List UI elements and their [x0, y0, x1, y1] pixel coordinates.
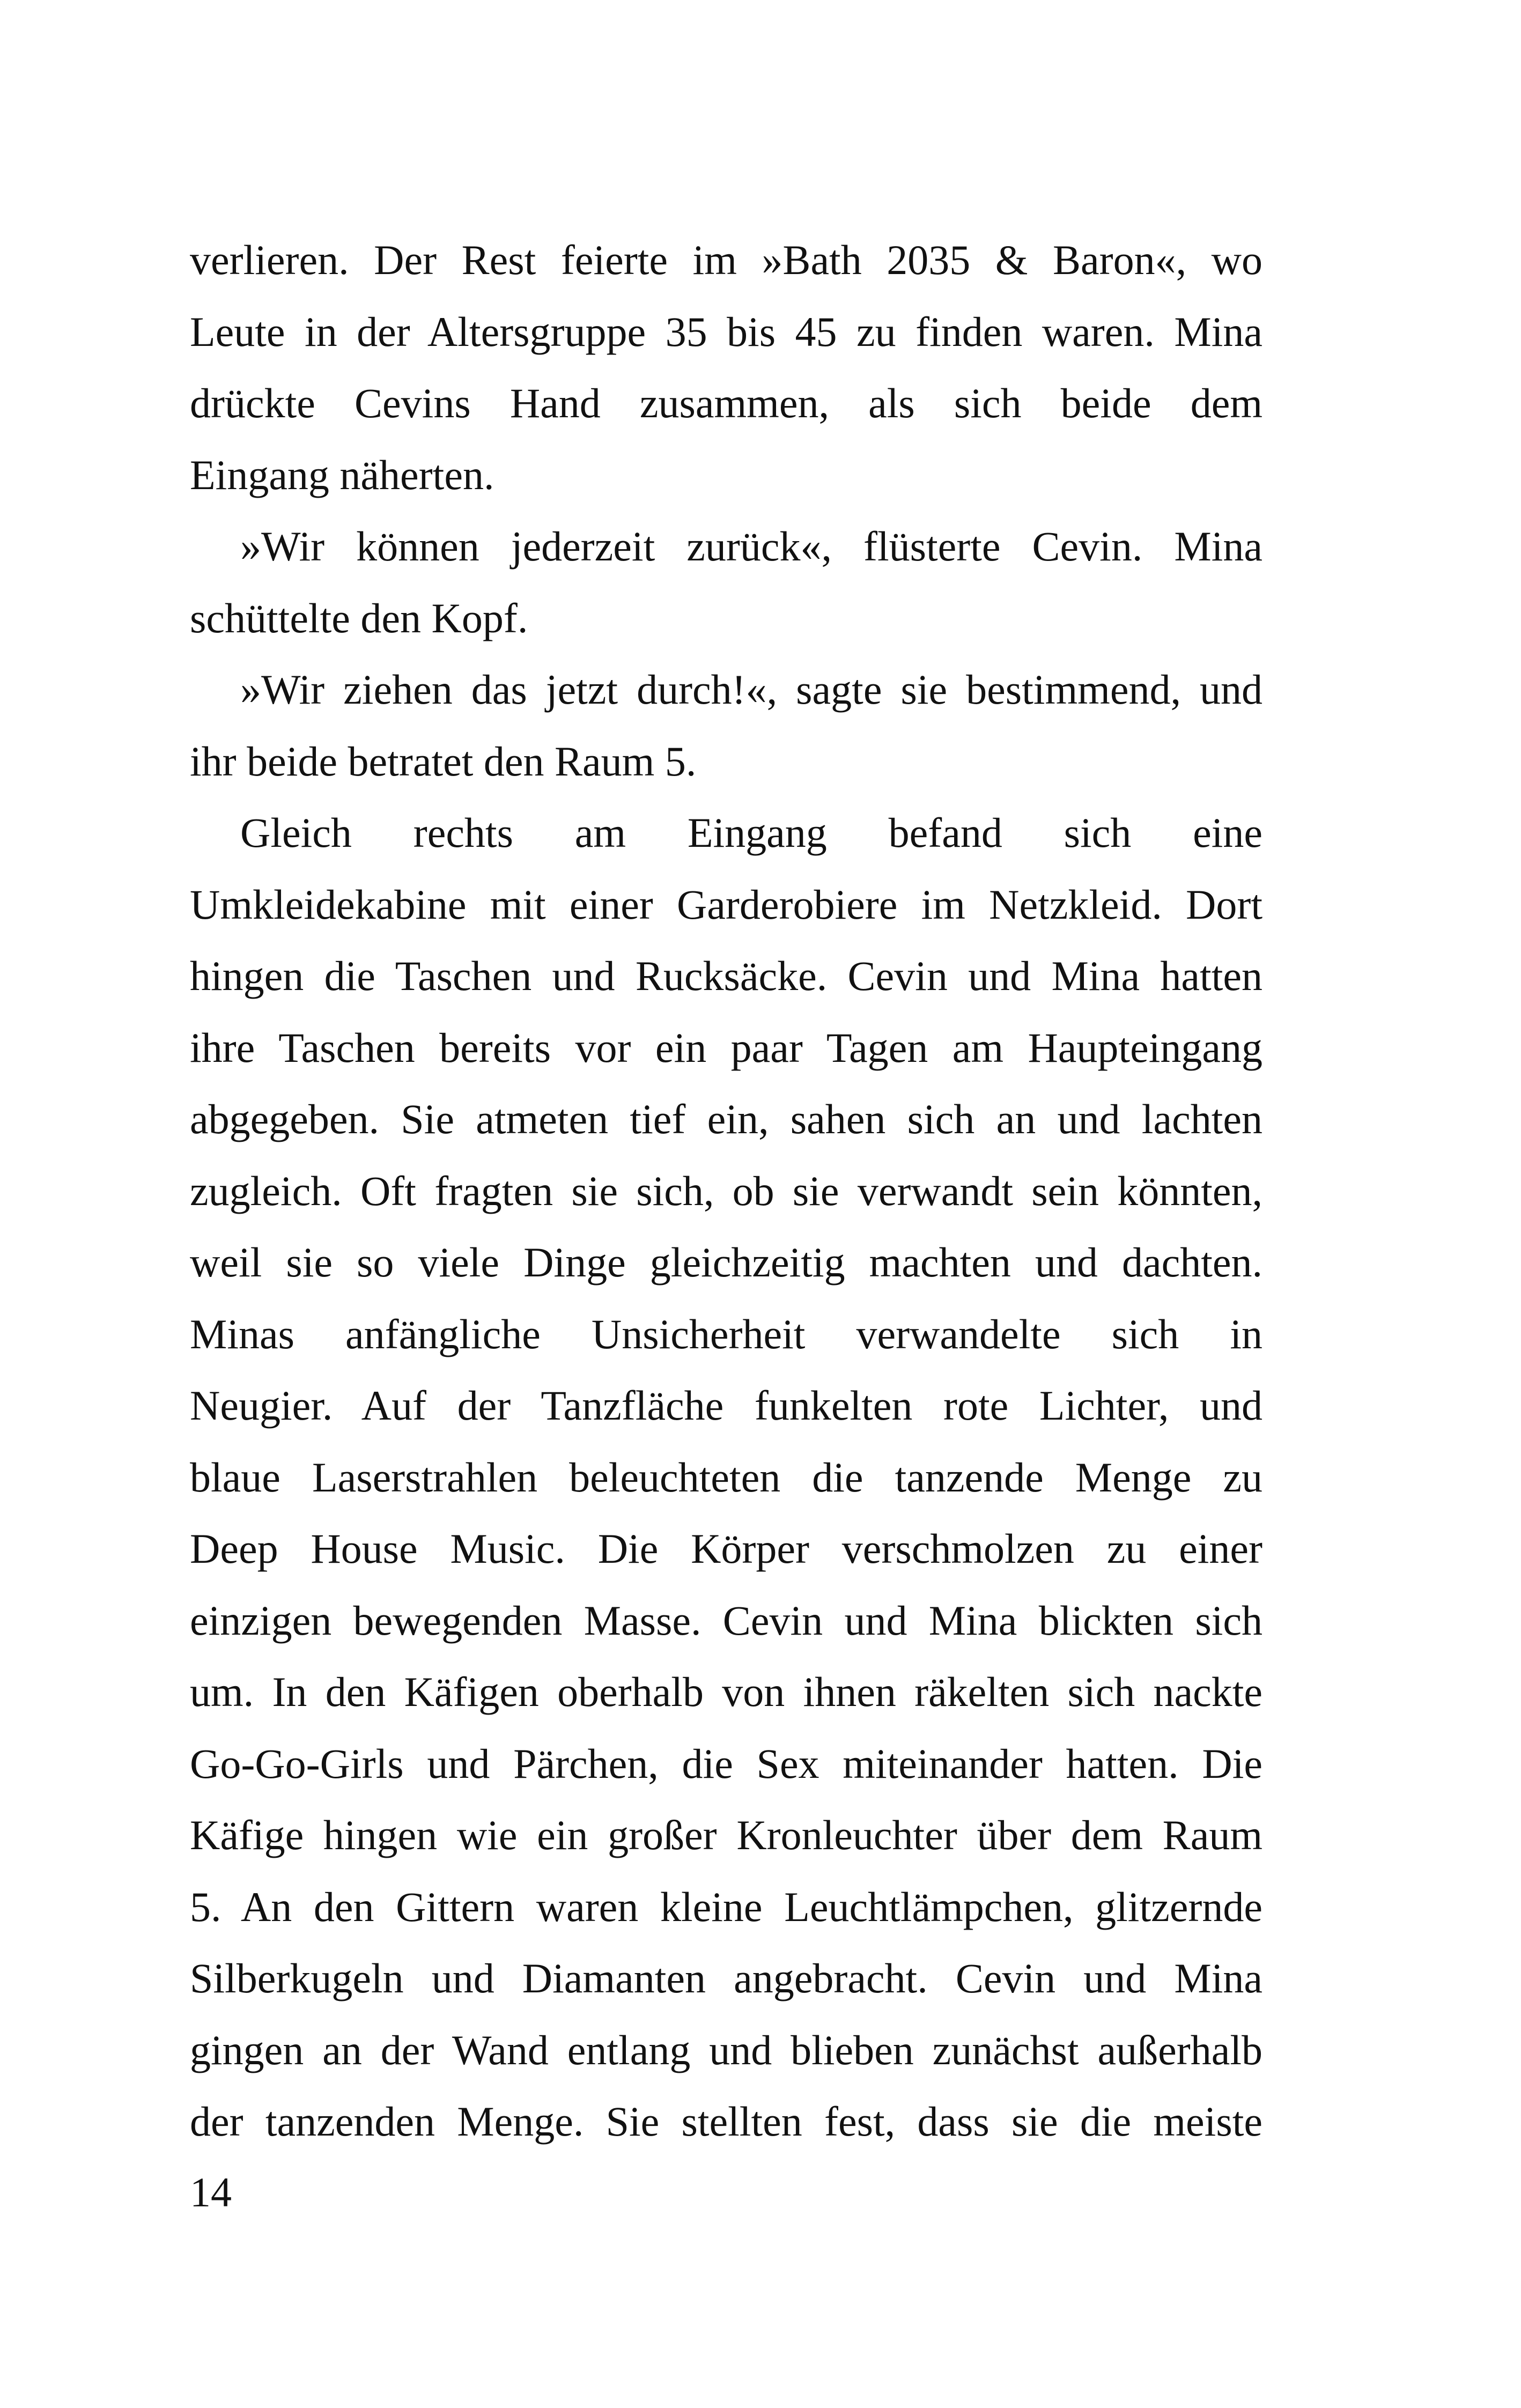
- text-line: weil sie so viele Dinge gleichzeitig machten und dachten.: [190, 1239, 1262, 1286]
- text-line: der tanzenden Menge. Sie stellten fest, dass sie die meiste: [190, 2098, 1262, 2145]
- text-line: ihre Taschen bereits vor ein paar Tagen am Haupteingang: [190, 1024, 1262, 1071]
- page-number: 14: [190, 2169, 232, 2215]
- text-line: einzigen bewegenden Masse. Cevin und Mina blickten sich: [190, 1597, 1262, 1644]
- text-line: Umkleidekabine mit einer Garderobiere im Netzkleid. Dort: [190, 881, 1262, 928]
- text-line: Neugier. Auf der Tanzfläche funkelten rote Lichter, und: [190, 1382, 1262, 1429]
- text-line: schüttelte den Kopf.: [190, 594, 528, 641]
- text-line: zugleich. Oft fragten sie sich, ob sie verwandt sein könnten,: [190, 1167, 1262, 1214]
- text-line: gingen an der Wand entlang und blieben zunächst außerhalb: [190, 2026, 1262, 2073]
- text-line: hingen die Taschen und Rucksäcke. Cevin und Mina hatten: [190, 952, 1262, 999]
- text-line: 5. An den Gittern waren kleine Leuchtlämpchen, glitzernde: [190, 1883, 1262, 1930]
- text-line: Go-Go-Girls und Pärchen, die Sex miteinander hatten. Die: [190, 1740, 1262, 1787]
- text-line: ihr beide betratet den Raum 5.: [190, 737, 697, 785]
- text-line: »Wir ziehen das jetzt durch!«, sagte sie bestimmend, und: [240, 666, 1262, 713]
- text-line: Silberkugeln und Diamanten angebracht. Cevin und Mina: [190, 1955, 1262, 2001]
- text-line: Minas anfängliche Unsicherheit verwandelte sich in: [190, 1310, 1262, 1357]
- text-line: Deep House Music. Die Körper verschmolzen zu einer: [190, 1525, 1262, 1572]
- text-line: Käfige hingen wie ein großer Kronleuchter über dem Raum: [190, 1812, 1262, 1858]
- text-line: Gleich rechts am Eingang befand sich eine: [240, 809, 1262, 856]
- text-line: blaue Laserstrahlen beleuchteten die tanzende Menge zu: [190, 1453, 1262, 1501]
- text-line: verlieren. Der Rest feierte im »Bath 2035 & Baron«, wo: [190, 237, 1262, 283]
- text-line: um. In den Käfigen oberhalb von ihnen räkelten sich nackte: [190, 1668, 1262, 1715]
- text-line: Leute in der Altersgruppe 35 bis 45 zu finden waren. Mina: [190, 308, 1262, 355]
- body-text: [190, 224, 1262, 2158]
- text-line: drückte Cevins Hand zusammen, als sich beide dem: [190, 380, 1262, 426]
- text-line: Eingang näherten.: [190, 451, 494, 498]
- text-line: »Wir können jederzeit zurück«, flüsterte Cevin. Mina: [240, 523, 1262, 570]
- text-line: abgegeben. Sie atmeten tief ein, sahen sich an und lachten: [190, 1096, 1262, 1142]
